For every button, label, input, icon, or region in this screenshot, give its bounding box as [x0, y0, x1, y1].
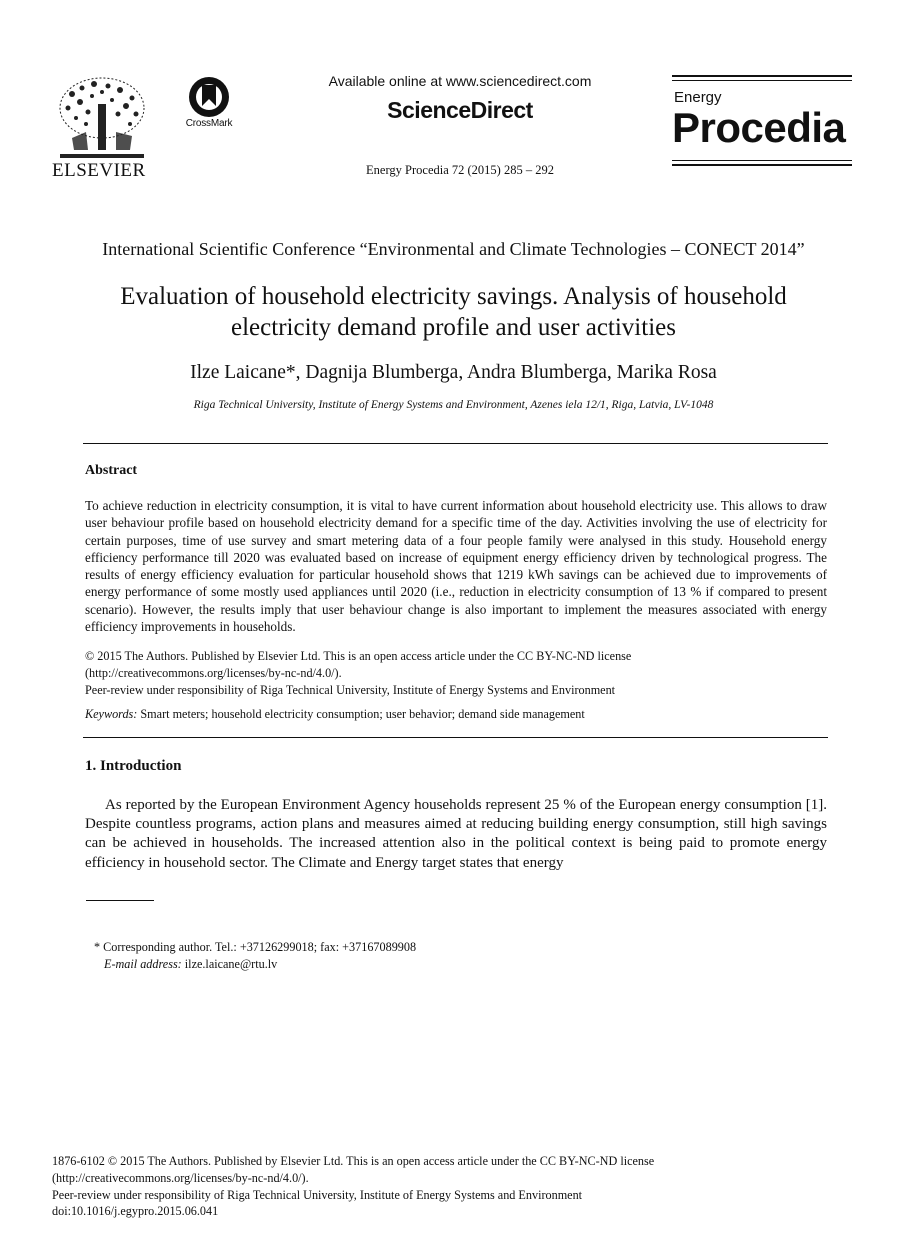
journal-logo-rule-bottom-2 [672, 164, 852, 166]
license-line-1: © 2015 The Authors. Published by Elsevier Ltd. This is an open access article under the CC BY-NC-ND license [85, 649, 632, 663]
conference-name: International Scientific Conference “Environmental and Climate Technologies – CONECT 2014” [102, 239, 805, 259]
affiliation: Riga Technical University, Institute of Energy Systems and Environment, Azenes iela 12/1, Riga, Latvia, LV-1048 [193, 399, 714, 411]
license-block [85, 648, 827, 699]
elsevier-tree-icon [52, 74, 152, 158]
available-online[interactable]: Available online at www.sciencedirect.com [328, 73, 592, 89]
authors: Ilze Laicane*, Dagnija Blumberga, Andra Blumberga, Marika Rosa [190, 362, 717, 383]
paper-title [40, 281, 867, 343]
introduction-text: As reported by the European Environment Agency households represent 25 % of the European energy consumption [1]. Despite countless programs, action plans and measures aimed at reducing building energy consumption, still high savings can be achieved in households. The increased attention also in the political context is being paid to promote energy efficiency in household sector. The Climate and Energy target states that energy [85, 797, 827, 871]
footer-peer-review: Peer-review under responsibility of Riga Technical University, Institute of Energy Systems and Environment [52, 1187, 583, 1202]
footer-license-link[interactable]: (http://creativecommons.org/licenses/by-nc-nd/4.0/). [52, 1170, 309, 1185]
abstract-heading: Abstract [85, 463, 138, 478]
journal-logo-rule-top-2 [672, 80, 852, 81]
journal-logo-rule-top [672, 75, 852, 77]
divider-bottom [83, 737, 828, 738]
license-link[interactable]: (http://creativecommons.org/licenses/by-nc-nd/4.0/). [85, 666, 342, 680]
email-label: E-mail address: [104, 957, 182, 971]
corresponding-author: * Corresponding author. Tel.: +37126299018; fax: +37167089908 [94, 940, 417, 954]
journal-name-big: Procedia [672, 104, 846, 151]
keywords-list: Smart meters; household electricity consumption; user behavior; demand side management [140, 707, 585, 721]
page-footer [52, 1153, 852, 1220]
title-line-1: Evaluation of household electricity savings. Analysis of household [120, 283, 787, 310]
footer-license: 1876-6102 © 2015 The Authors. Published by Elsevier Ltd. This is an open access article under the CC BY-NC-ND license [52, 1154, 655, 1168]
email-address[interactable]: ilze.laicane@rtu.lv [184, 957, 278, 971]
journal-logo-rule-bottom [672, 160, 852, 161]
journal-name-small: Energy [674, 89, 722, 106]
crossmark-label: CrossMark [185, 118, 233, 129]
elsevier-logo [52, 74, 152, 181]
section-heading-introduction: 1. Introduction [85, 758, 182, 774]
keywords [85, 707, 827, 722]
abstract-text: To achieve reduction in electricity consumption, it is vital to have current information about household electricity use. This allows to draw user behaviour profile based on household electricity demand for a specific time of the day. Activities involving the use of electricity for certain purposes, time of use survey and smart metering data of a four people family were analysed in this study. Household energy efficiency performance till 2020 was evaluated based on increase of equipment energy efficiency driven by technological progress. The results of energy efficiency evaluation for particular household shows that 1219 kWh savings can be achieved due to improvements of energy performance of some mostly used appliances until 2020 (i.e., reduction in electricity consumption of 13 % if compared to present scenario). However, the results imply that user behaviour change is also important to implement the measures associated with energy efficiency improvements in households. [85, 498, 827, 635]
journal-reference: Energy Procedia 72 (2015) 285 – 292 [366, 163, 554, 177]
email-line [94, 956, 794, 973]
crossmark-badge[interactable] [178, 76, 240, 132]
peer-review-note: Peer-review under responsibility of Riga Technical University, Institute of Energy Systems and Environment [85, 683, 616, 697]
footer-doi[interactable]: doi:10.1016/j.egypro.2015.06.041 [52, 1204, 219, 1219]
sciencedirect-logo[interactable]: ScienceDirect [387, 97, 533, 123]
title-line-2: electricity demand profile and user activities [231, 314, 676, 341]
keywords-label: Keywords: [85, 707, 138, 721]
footnote [94, 939, 794, 973]
footnote-rule [86, 900, 154, 901]
journal-logo [672, 75, 852, 179]
divider-top [83, 443, 828, 444]
crossmark-icon [187, 76, 231, 118]
publisher-name: ELSEVIER [52, 160, 146, 181]
